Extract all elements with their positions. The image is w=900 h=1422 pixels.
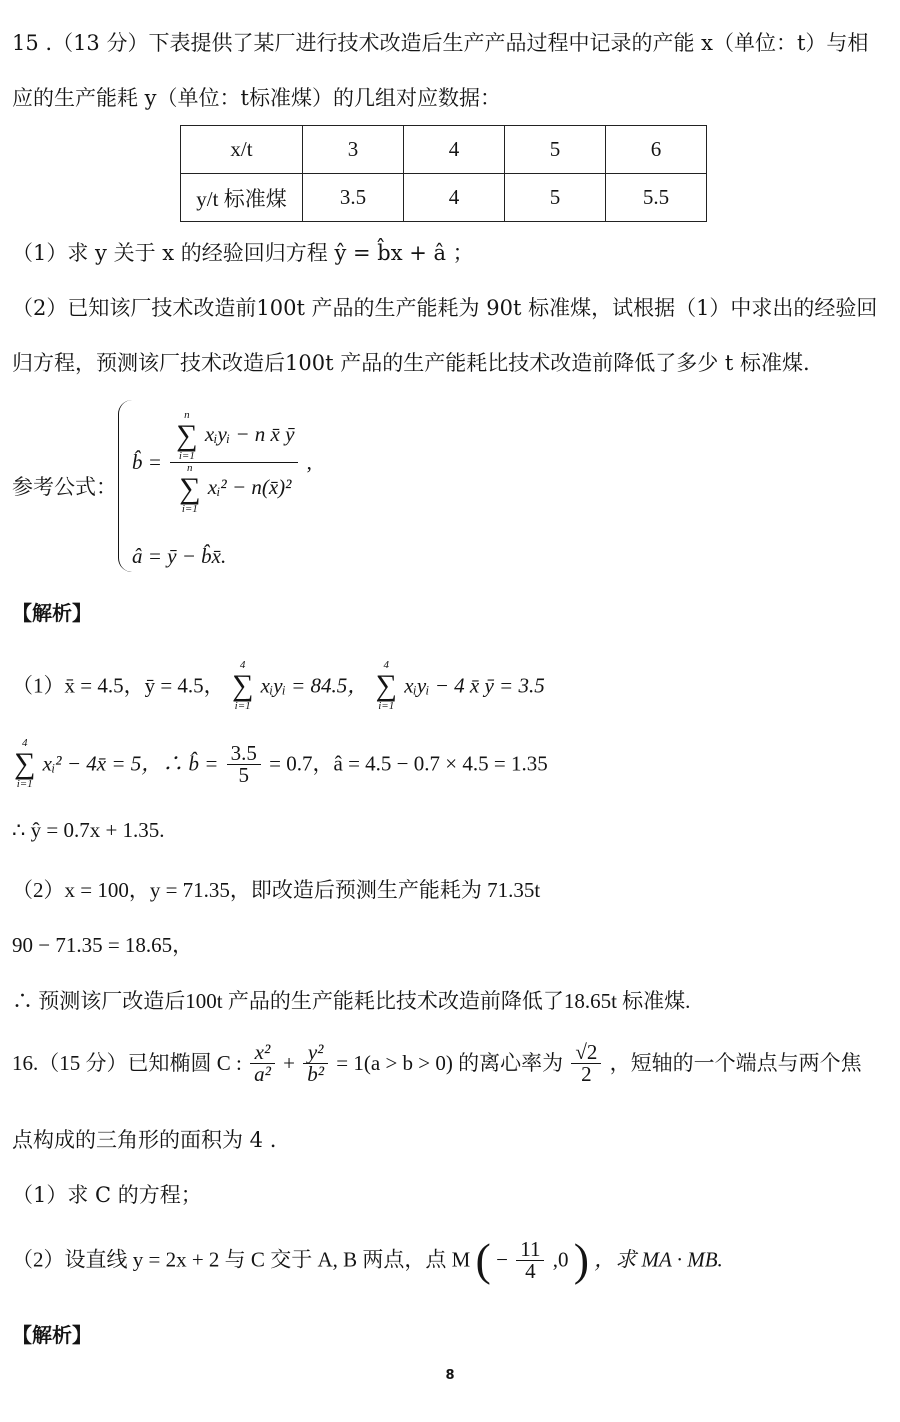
q15-part2-line1: （2）已知该厂技术改造前100t 产品的生产能耗为 90t 标准煤，试根据（1）中求出的经验回	[12, 296, 878, 320]
q16-text: ，短轴的一个端点与两个焦	[609, 1051, 862, 1075]
table-cell: 5	[505, 126, 606, 174]
fraction-denominator: 2	[581, 1062, 592, 1086]
sum-lower: i=1	[181, 503, 198, 515]
q16-text: = 1(a > b > 0) 的离心率为	[336, 1051, 564, 1075]
fraction-denominator: b²	[307, 1062, 325, 1086]
minus-sign: −	[496, 1247, 508, 1272]
sum-lower: i=1	[178, 450, 195, 462]
fraction-denominator: a²	[254, 1062, 271, 1086]
formula-b-tail: ,	[306, 450, 312, 474]
formula-a: â = ȳ − b̂x̄.	[132, 544, 227, 568]
solution-text: （1）x̄ = 4.5，ȳ = 4.5，	[12, 673, 225, 698]
solution-text: xᵢyᵢ = 84.5，	[260, 673, 369, 698]
solution-text: xᵢ² − 4x̄ = 5，∴ b̂ =	[42, 751, 219, 776]
sum-lower: i=1	[16, 778, 33, 790]
q16-line1	[12, 1042, 862, 1085]
plus-sign: +	[283, 1051, 295, 1075]
paren-open: (	[475, 1234, 491, 1285]
sum-upper: 4	[21, 737, 28, 749]
formula-b-denominator	[170, 463, 298, 515]
formula-brace	[118, 400, 133, 572]
fraction	[571, 1042, 601, 1085]
fraction-numerator: 3.5	[227, 743, 261, 765]
solution-line4: （2）x = 100，y = 71.35，即改造后预测生产能耗为 71.35t	[12, 878, 541, 902]
formula-label: 参考公式：	[12, 475, 117, 499]
fraction	[250, 1042, 275, 1085]
formula-b-numerator	[170, 410, 298, 463]
sum-upper: 4	[383, 659, 389, 671]
q16-text: ,0	[552, 1247, 569, 1272]
q16-line2: 点构成的三角形的面积为 4 .	[12, 1128, 277, 1152]
q16-text: 16.（15 分）已知椭圆 C :	[12, 1051, 242, 1075]
data-table	[180, 125, 707, 222]
table-row	[181, 174, 707, 222]
table-header-y: y/t 标准煤	[181, 174, 303, 222]
solution-text: = 0.7，â = 4.5 − 0.7 × 4.5 = 1.35	[269, 751, 548, 776]
table-cell: 5.5	[606, 174, 707, 222]
solution-line3: ∴ ŷ = 0.7x + 1.35.	[12, 818, 165, 842]
solution-line6: ∴ 预测该厂改造后100t 产品的生产能耗比技术改造前降低了18.65t 标准煤.	[12, 989, 691, 1013]
fraction	[516, 1236, 544, 1283]
paren-close: )	[573, 1234, 590, 1285]
q16-part1: （1）求 C 的方程；	[12, 1183, 202, 1207]
table-cell: 5	[505, 174, 606, 222]
sum-upper: 4	[239, 659, 246, 671]
sum-symbol: 4 ∑ i=1	[14, 737, 36, 790]
formula-b	[132, 410, 312, 515]
q15-line1: 15 .（13 分）下表提供了某厂进行技术改造后生产产品过程中记录的产能 x（单位：t）与相	[12, 31, 869, 55]
sum-symbol: n ∑ i=1	[176, 409, 198, 462]
analysis-heading: 【解析】	[12, 1323, 92, 1347]
analysis-heading: 【解析】	[12, 601, 92, 625]
fraction-numerator: x²	[250, 1042, 275, 1064]
table-row	[181, 126, 707, 174]
q16-text: （2）设直线 y = 2x + 2 与 C 交于 A, B 两点，点 M	[12, 1247, 471, 1272]
sum-symbol: 4 ∑ i=1	[375, 659, 397, 712]
solution-text: xᵢyᵢ − 4 x̄ ȳ = 3.5	[404, 673, 545, 698]
table-cell: 3	[303, 126, 404, 174]
fraction-numerator: y²	[303, 1042, 328, 1064]
fraction-denominator: 4	[525, 1258, 536, 1283]
table-cell: 6	[606, 126, 707, 174]
sum-upper: n	[184, 409, 190, 421]
solution-line1	[12, 660, 545, 712]
formula-b-lhs: b̂ =	[132, 450, 162, 474]
q15-part2-line2: 归方程，预测该厂技术改造后100t 产品的生产能耗比技术改造前降低了多少 t 标准煤.	[12, 351, 810, 375]
sum-symbol: 4 ∑ i=1	[231, 659, 254, 712]
table-cell: 4	[404, 174, 505, 222]
table-cell: 3.5	[303, 174, 404, 222]
formula-b-den-text: xᵢ² − n(x̄)²	[207, 474, 292, 499]
table-header-x: x/t	[181, 126, 303, 174]
fraction-denominator: 5	[238, 762, 250, 787]
q16-part2	[12, 1234, 723, 1285]
q15-part1: （1）求 y 关于 x 的经验回归方程 ŷ = b̂x + â ；	[12, 241, 474, 265]
solution-line5: 90 − 71.35 = 18.65，	[12, 933, 194, 957]
fraction	[227, 740, 261, 787]
q16-text: ，求 MA · MB.	[594, 1247, 723, 1272]
q15-line2: 应的生产能耗 y（单位：t标准煤）的几组对应数据：	[12, 86, 501, 110]
solution-line2	[12, 738, 548, 790]
formula-b-fraction	[170, 410, 298, 515]
page-number: 8	[445, 1368, 455, 1383]
table-cell: 4	[404, 126, 505, 174]
sum-lower: i=1	[378, 700, 395, 712]
sum-lower: i=1	[234, 700, 251, 712]
fraction	[303, 1042, 328, 1085]
fraction-numerator: √2	[571, 1042, 601, 1064]
sum-upper: n	[187, 462, 193, 474]
sum-symbol: n ∑ i=1	[179, 462, 201, 515]
fraction-numerator: 11	[516, 1239, 544, 1261]
formula-b-num-text: xᵢyᵢ − n x̄ ȳ	[204, 421, 295, 446]
